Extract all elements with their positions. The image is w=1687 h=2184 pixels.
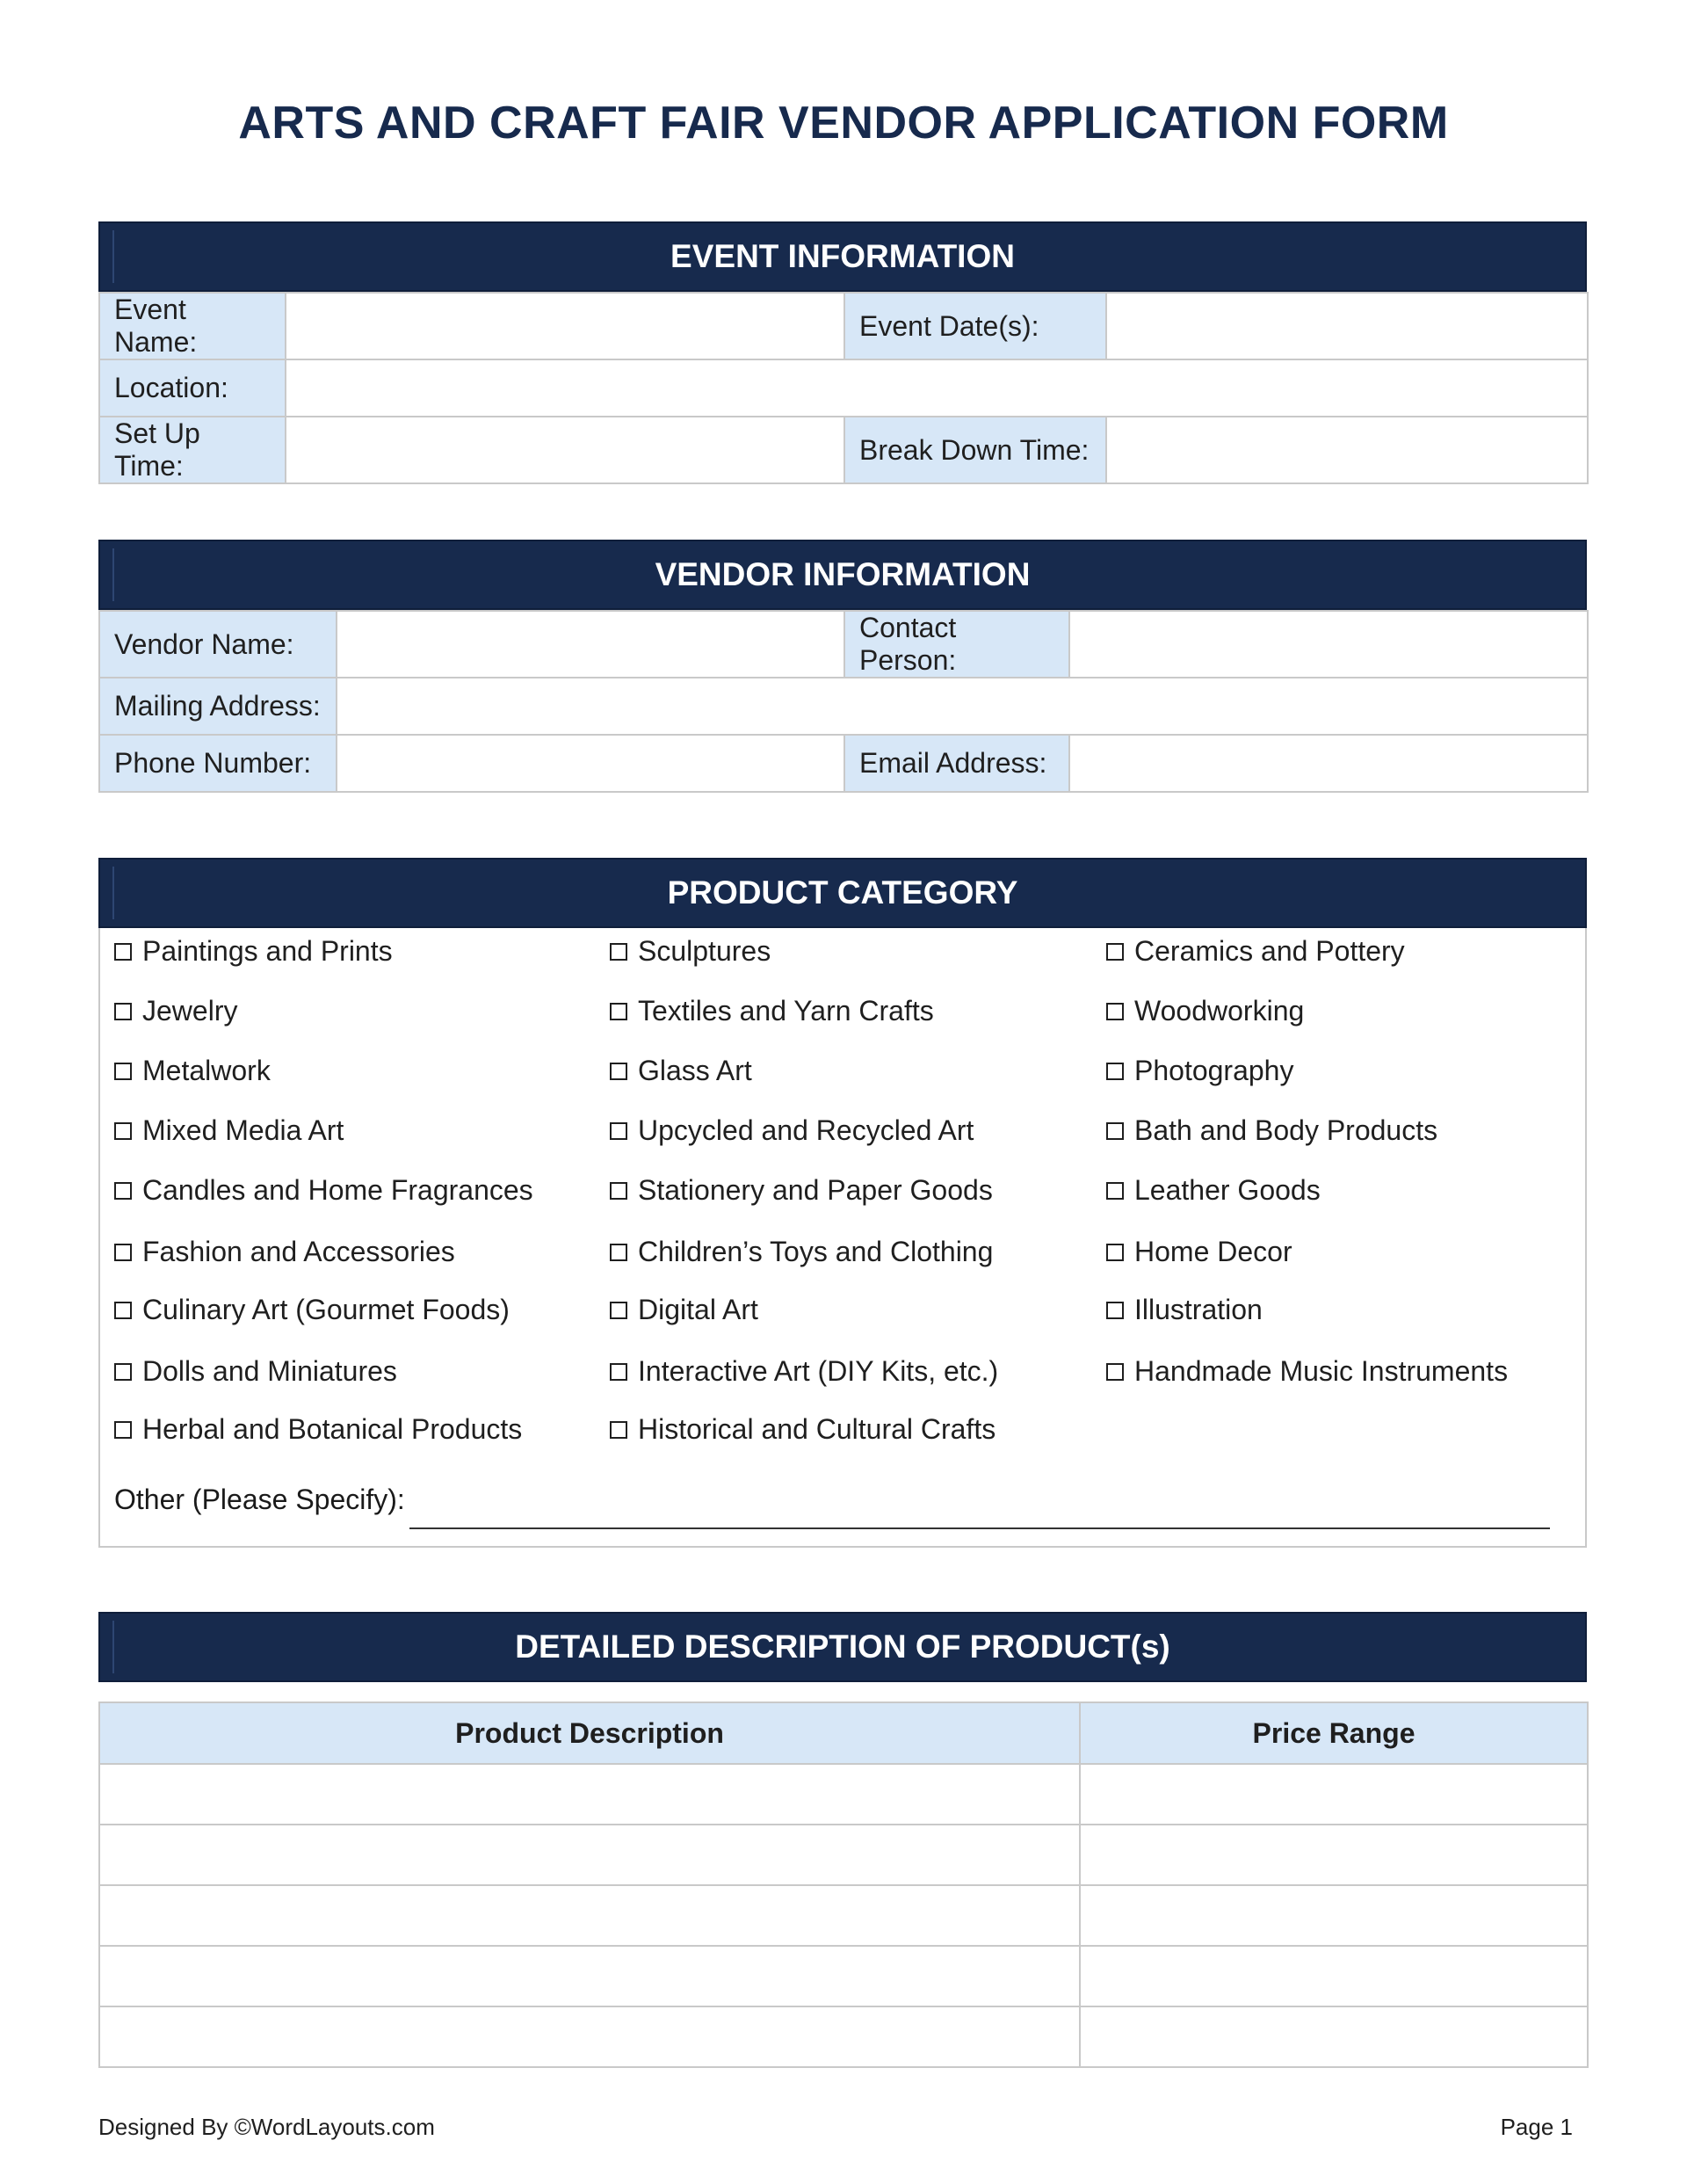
category-checkbox-item[interactable] xyxy=(1106,1236,1292,1268)
vendor-information-section xyxy=(98,540,1587,793)
category-label: Illustration xyxy=(1134,1294,1263,1325)
checkbox-icon[interactable] xyxy=(114,1003,132,1020)
event-information-heading: EVENT INFORMATION xyxy=(98,221,1587,292)
checkbox-icon[interactable] xyxy=(1106,1063,1124,1080)
category-checkbox-item[interactable] xyxy=(114,1174,533,1207)
checkbox-icon[interactable] xyxy=(114,943,132,961)
category-label: Mixed Media Art xyxy=(142,1114,344,1146)
product-description-header: Product Description xyxy=(99,1702,1080,1764)
category-label: Stationery and Paper Goods xyxy=(638,1174,993,1206)
category-label: Leather Goods xyxy=(1134,1174,1321,1206)
category-checkbox-item[interactable] xyxy=(610,1294,758,1326)
location-field[interactable] xyxy=(286,359,1588,417)
price-range-header: Price Range xyxy=(1080,1702,1588,1764)
contact-person-field[interactable] xyxy=(1069,611,1588,678)
category-label: Children’s Toys and Clothing xyxy=(638,1236,994,1267)
event-information-table xyxy=(98,292,1589,484)
category-label: Jewelry xyxy=(142,995,238,1027)
category-label: Fashion and Accessories xyxy=(142,1236,455,1267)
price-range-cell[interactable] xyxy=(1080,1885,1588,1946)
category-checkbox-item[interactable] xyxy=(1106,1294,1263,1326)
price-range-cell[interactable] xyxy=(1080,1946,1588,2006)
setup-time-label: Set Up Time: xyxy=(99,417,286,483)
category-checkbox-item[interactable] xyxy=(114,935,393,968)
category-checkbox-item[interactable] xyxy=(114,1294,510,1326)
product-category-list xyxy=(98,928,1587,1548)
product-description-cell[interactable] xyxy=(99,1764,1080,1825)
category-checkbox-item[interactable] xyxy=(1106,1355,1508,1388)
table-row xyxy=(99,1946,1588,2006)
category-label: Digital Art xyxy=(638,1294,758,1325)
checkbox-icon[interactable] xyxy=(114,1063,132,1080)
checkbox-icon[interactable] xyxy=(1106,1182,1124,1200)
price-range-cell[interactable] xyxy=(1080,1825,1588,1885)
category-checkbox-item[interactable] xyxy=(610,1174,993,1207)
category-checkbox-item[interactable] xyxy=(610,1055,752,1087)
mailing-address-field[interactable] xyxy=(337,678,1588,735)
vendor-information-table xyxy=(98,610,1589,793)
product-description-cell[interactable] xyxy=(99,1946,1080,2006)
product-description-cell[interactable] xyxy=(99,1885,1080,1946)
breakdown-time-field[interactable] xyxy=(1106,417,1588,483)
email-address-field[interactable] xyxy=(1069,735,1588,792)
checkbox-icon[interactable] xyxy=(610,1363,627,1381)
category-checkbox-item[interactable] xyxy=(114,995,237,1027)
contact-person-label: Contact Person: xyxy=(844,611,1069,678)
checkbox-icon[interactable] xyxy=(610,1122,627,1140)
vendor-name-label: Vendor Name: xyxy=(99,611,337,678)
event-name-label: Event Name: xyxy=(99,293,286,359)
category-label: Textiles and Yarn Crafts xyxy=(638,995,934,1027)
category-label: Culinary Art (Gourmet Foods) xyxy=(142,1294,510,1325)
table-row xyxy=(99,2006,1588,2067)
product-description-cell[interactable] xyxy=(99,2006,1080,2067)
checkbox-icon[interactable] xyxy=(114,1122,132,1140)
other-specify-label: Other (Please Specify): xyxy=(114,1484,405,1515)
table-row xyxy=(99,1885,1588,1946)
checkbox-icon[interactable] xyxy=(610,1063,627,1080)
checkbox-icon[interactable] xyxy=(1106,943,1124,961)
category-label: Candles and Home Fragrances xyxy=(142,1174,533,1206)
designed-by-footer: Designed By ©WordLayouts.com xyxy=(98,2114,435,2140)
product-description-cell[interactable] xyxy=(99,1825,1080,1885)
event-name-field[interactable] xyxy=(286,293,844,359)
category-checkbox-item[interactable] xyxy=(114,1055,271,1087)
product-category-section xyxy=(98,858,1587,1548)
location-label: Location: xyxy=(99,359,286,417)
event-dates-label: Event Date(s): xyxy=(844,293,1106,359)
category-checkbox-item[interactable] xyxy=(114,1355,397,1388)
category-checkbox-item[interactable] xyxy=(610,1413,996,1446)
category-checkbox-item[interactable] xyxy=(610,995,934,1027)
breakdown-time-label: Break Down Time: xyxy=(844,417,1106,483)
checkbox-icon[interactable] xyxy=(610,1003,627,1020)
product-category-heading: PRODUCT CATEGORY xyxy=(98,858,1587,928)
checkbox-icon[interactable] xyxy=(1106,1302,1124,1319)
vendor-information-heading: VENDOR INFORMATION xyxy=(98,540,1587,610)
price-range-cell[interactable] xyxy=(1080,1764,1588,1825)
vendor-name-field[interactable] xyxy=(337,611,844,678)
category-label: Ceramics and Pottery xyxy=(1134,935,1405,967)
category-checkbox-item[interactable] xyxy=(1106,935,1405,968)
checkbox-icon[interactable] xyxy=(1106,1122,1124,1140)
checkbox-icon[interactable] xyxy=(610,1244,627,1261)
checkbox-icon[interactable] xyxy=(1106,1003,1124,1020)
category-label: Bath and Body Products xyxy=(1134,1114,1438,1146)
category-checkbox-item[interactable] xyxy=(1106,1114,1437,1147)
checkbox-icon[interactable] xyxy=(610,1421,627,1439)
checkbox-icon[interactable] xyxy=(1106,1244,1124,1261)
category-checkbox-item[interactable] xyxy=(1106,995,1304,1027)
checkbox-icon[interactable] xyxy=(114,1182,132,1200)
checkbox-icon[interactable] xyxy=(114,1302,132,1319)
category-label: Interactive Art (DIY Kits, etc.) xyxy=(638,1355,999,1387)
email-address-label: Email Address: xyxy=(844,735,1069,792)
checkbox-icon[interactable] xyxy=(114,1421,132,1439)
price-range-cell[interactable] xyxy=(1080,2006,1588,2067)
category-checkbox-item[interactable] xyxy=(610,1355,998,1388)
category-checkbox-item[interactable] xyxy=(1106,1174,1321,1207)
checkbox-icon[interactable] xyxy=(610,1182,627,1200)
category-label: Herbal and Botanical Products xyxy=(142,1413,523,1445)
category-label: Dolls and Miniatures xyxy=(142,1355,397,1387)
category-checkbox-item[interactable] xyxy=(610,1236,993,1268)
category-checkbox-item[interactable] xyxy=(610,935,771,968)
event-information-section xyxy=(98,221,1587,484)
phone-number-label: Phone Number: xyxy=(99,735,337,792)
event-dates-field[interactable] xyxy=(1106,293,1588,359)
category-checkbox-item[interactable] xyxy=(610,1114,974,1147)
category-label: Woodworking xyxy=(1134,995,1305,1027)
category-label: Sculptures xyxy=(638,935,771,967)
other-specify-field[interactable] xyxy=(409,1527,1550,1529)
table-row xyxy=(99,1825,1588,1885)
category-label: Paintings and Prints xyxy=(142,935,393,967)
setup-time-field[interactable] xyxy=(286,417,844,483)
table-row xyxy=(99,1764,1588,1825)
category-label: Photography xyxy=(1134,1055,1294,1086)
checkbox-icon[interactable] xyxy=(114,1244,132,1261)
phone-number-field[interactable] xyxy=(337,735,844,792)
category-checkbox-item[interactable] xyxy=(114,1413,522,1446)
product-description-section xyxy=(98,1612,1587,2068)
page-number: Page 1 xyxy=(1500,2114,1573,2140)
category-label: Glass Art xyxy=(638,1055,752,1086)
checkbox-icon[interactable] xyxy=(610,943,627,961)
checkbox-icon[interactable] xyxy=(114,1363,132,1381)
product-description-heading: DETAILED DESCRIPTION OF PRODUCT(s) xyxy=(98,1612,1587,1682)
category-checkbox-item[interactable] xyxy=(114,1114,344,1147)
checkbox-icon[interactable] xyxy=(1106,1363,1124,1381)
category-checkbox-item[interactable] xyxy=(114,1236,455,1268)
category-label: Handmade Music Instruments xyxy=(1134,1355,1509,1387)
category-label: Home Decor xyxy=(1134,1236,1292,1267)
checkbox-icon[interactable] xyxy=(610,1302,627,1319)
page-title: ARTS AND CRAFT FAIR VENDOR APPLICATION FORM xyxy=(238,98,1449,149)
category-checkbox-item[interactable] xyxy=(1106,1055,1293,1087)
category-label: Upcycled and Recycled Art xyxy=(638,1114,974,1146)
category-label: Metalwork xyxy=(142,1055,271,1086)
mailing-address-label: Mailing Address: xyxy=(99,678,337,735)
product-description-table xyxy=(98,1701,1589,2068)
category-label: Historical and Cultural Crafts xyxy=(638,1413,996,1445)
